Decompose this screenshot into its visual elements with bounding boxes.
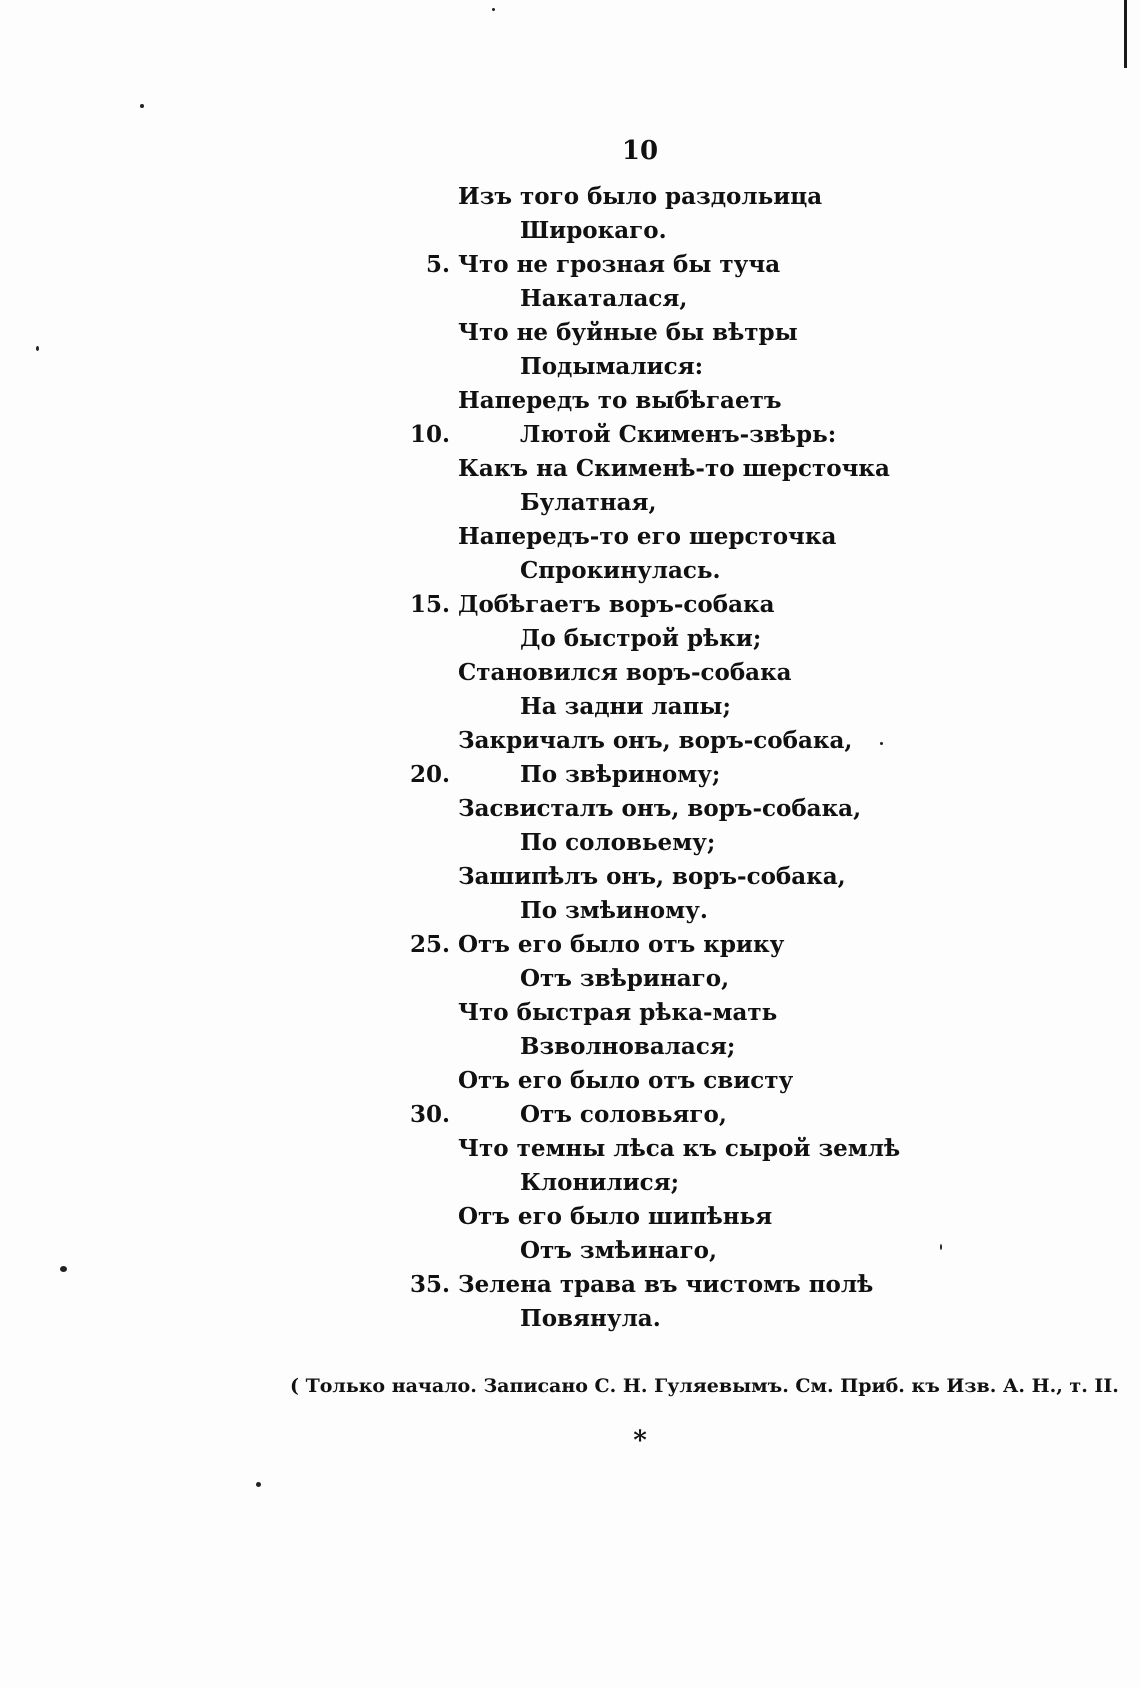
poem-line (390, 1166, 910, 1200)
line-text: Клонилися; (520, 1169, 680, 1196)
poem-line (390, 1132, 910, 1166)
line-number: 30. (409, 1101, 450, 1128)
line-text: Отъ его было шипѣнья (458, 1203, 773, 1230)
line-text: Закричалъ онъ, воръ-собака, (458, 727, 853, 754)
scan-speck (940, 1244, 942, 1250)
poem-line (390, 1268, 910, 1302)
scan-speck (492, 8, 495, 11)
poem-line (390, 928, 910, 962)
poem-line (390, 758, 910, 792)
poem-line (390, 214, 910, 248)
poem-line (390, 418, 910, 452)
line-text: Зашипѣлъ онъ, воръ-собака, (458, 863, 846, 890)
line-text: На задни лапы; (520, 693, 731, 720)
section-asterisk: * (633, 1426, 647, 1456)
line-number: 25. (409, 931, 450, 958)
line-text: Подымалися: (520, 353, 704, 380)
poem-line (390, 724, 910, 758)
poem-line (390, 962, 910, 996)
scan-speck (880, 742, 883, 745)
poem-text (390, 180, 910, 1336)
poem-line (390, 1200, 910, 1234)
poem-line (390, 690, 910, 724)
source-note: ( Только начало. Записано С. Н. Гуляевымъ. См. Приб. къ Изв. А. Н., т. II. (290, 1375, 1119, 1397)
line-number: 5. (425, 251, 450, 278)
poem-line (390, 860, 910, 894)
poem-line (390, 520, 910, 554)
poem-line (390, 554, 910, 588)
line-text: Добѣгаетъ воръ-собака (458, 591, 775, 618)
line-text: Что темны лѣса къ сырой землѣ (458, 1135, 901, 1162)
poem-line (390, 180, 910, 214)
poem-line (390, 996, 910, 1030)
line-text: Булатная, (520, 489, 657, 516)
line-text: Напередъ-то его шерсточка (458, 523, 837, 550)
poem-line (390, 1030, 910, 1064)
poem-line (390, 248, 910, 282)
line-text: Что не грозная бы туча (458, 251, 781, 278)
line-text: Какъ на Скименѣ-то шерсточка (458, 455, 890, 482)
poem-line (390, 792, 910, 826)
line-text: По звѣриному; (520, 761, 721, 788)
line-number: 10. (409, 421, 450, 448)
poem-line (390, 384, 910, 418)
line-text: Становился воръ-собака (458, 659, 792, 686)
poem-line (390, 894, 910, 928)
line-number: 15. (409, 591, 450, 618)
line-text: До быстрой рѣки; (520, 625, 762, 652)
scan-speck (140, 104, 144, 108)
line-text: Повянула. (520, 1305, 661, 1332)
poem-line (390, 1234, 910, 1268)
line-number: 35. (409, 1271, 450, 1298)
scan-speck (36, 346, 39, 351)
line-text: По змѣиному. (520, 897, 708, 924)
poem-line (390, 486, 910, 520)
line-text: Отъ звѣринаго, (520, 965, 730, 992)
poem-line (390, 316, 910, 350)
page-number: 10 (621, 136, 659, 166)
line-text: Взволновалася; (520, 1033, 736, 1060)
line-text: Отъ соловьяго, (520, 1101, 727, 1128)
poem-line (390, 588, 910, 622)
line-text: Лютой Скименъ-звѣрь: (520, 421, 837, 448)
line-text: Зелена трава въ чистомъ полѣ (458, 1271, 874, 1298)
scan-speck (60, 1266, 67, 1272)
line-text: По соловьему; (520, 829, 716, 856)
line-text: Отъ его было отъ крику (458, 931, 785, 958)
poem-line (390, 1064, 910, 1098)
line-text: Напередъ то выбѣгаетъ (458, 387, 782, 414)
poem-line (390, 282, 910, 316)
poem-line (390, 826, 910, 860)
line-text: Отъ змѣинаго, (520, 1237, 718, 1264)
poem-line (390, 1098, 910, 1132)
scan-speck (256, 1482, 261, 1487)
line-text: Засвисталъ онъ, воръ-собака, (458, 795, 862, 822)
line-text: Что не буйные бы вѣтры (458, 319, 798, 346)
poem-line (390, 350, 910, 384)
line-text: Что быстрая рѣка-мать (458, 999, 778, 1026)
poem-line (390, 622, 910, 656)
line-text: Изъ того было раздольица (458, 183, 823, 210)
poem-line (390, 452, 910, 486)
scan-edge-bar (1124, 0, 1127, 68)
line-text: Спрокинулась. (520, 557, 721, 584)
poem-line (390, 656, 910, 690)
poem-line (390, 1302, 910, 1336)
line-text: Широкаго. (520, 217, 667, 244)
line-text: Отъ его было отъ свисту (458, 1067, 794, 1094)
line-text: Накаталася, (520, 285, 688, 312)
line-number: 20. (409, 761, 450, 788)
